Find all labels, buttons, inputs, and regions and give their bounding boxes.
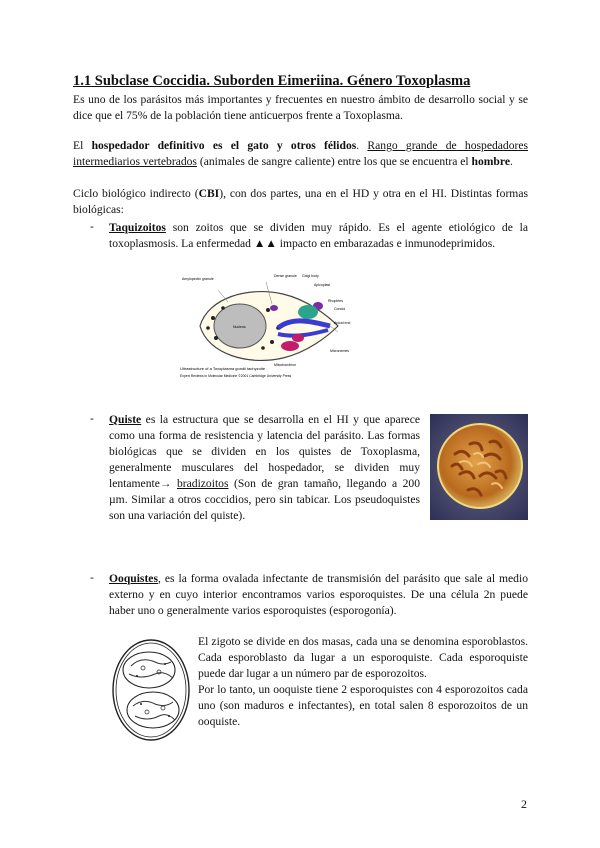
figure-label: Mitochondrion: [274, 363, 296, 367]
list-item-quiste: Quiste es la estructura que se desarrolla en el HI y que aparece como una forma de resistencia y latencia del parásito. Las formas biológicas que se dividen en los quistes de Toxoplasma, generalmente musculares del hospedador, se dividen muy lentamente→ bradizoitos (Son de gran tamaño, llegando a 200 µm. Similar a otros coccidios, pero sin tabicar. Los pseudoquistes son una variación del quiste).: [109, 413, 420, 522]
list-item-taquizoitos: Taquizoitos son zoitos que se dividen muy rápido. Es el agente etiológico de la toxoplasmosis. La enfermedad ▲▲ impacto en embarazadas e inmunodeprimidos.: [109, 221, 528, 250]
term-ooquistes: Ooquistes: [109, 572, 158, 585]
figure-label: Dense granule: [274, 274, 297, 278]
figure-label: Amylopectin granule: [182, 277, 214, 281]
zigoto-paragraph: El zigoto se divide en dos masas, cada una se denomina esporoblastos. Cada esporoblasto da lugar a un esporoquiste. Cada esporoquiste puede dar lugar a un número par de esporozoitos.: [198, 635, 528, 680]
figure-label: Nucleus: [233, 325, 246, 329]
term-quiste: Quiste: [109, 413, 142, 426]
list-dash: -: [90, 220, 94, 233]
page-number: 2: [521, 797, 527, 811]
intro-paragraph: Es uno de los parásitos más importantes y frecuentes en nuestro ámbito de desarrollo social y se dice que el 75% de la población tiene anticuerpos frente a Toxoplasma.: [73, 93, 528, 122]
host-range-underlined: Rango grande de hospedadores intermediarios vertebrados: [73, 139, 529, 168]
list-dash: -: [90, 412, 94, 425]
list-dash: -: [90, 571, 94, 584]
conclusion-paragraph: Por lo tanto, un ooquiste tiene 2 esporoquistes con 4 esporozoitos cada uno (son maduros e infectantes), en total salen 8 esporozoitos de un ooquiste.: [198, 683, 528, 728]
host-paragraph: El hospedador definitivo es el gato y otros félidos. Rango grande de hospedadores intermediarios vertebrados (animales de sangre caliente) entre los que se encuentra el hombre.: [73, 139, 529, 168]
term-taquizoitos: Taquizoitos: [109, 221, 166, 234]
cycle-paragraph: Ciclo biológico indirecto (CBI), con dos partes, una en el HD y otra en el HI. Distintas formas biológicas:: [73, 187, 528, 216]
figure-caption: Ultrastructure of a Toxoplasma gondii tachyzoite: [180, 366, 266, 371]
host-definitive-bold: hospedador definitivo es el gato y otros félidos: [91, 139, 357, 152]
figure-label: Rhoptries: [328, 299, 343, 303]
tachyzoite-diagram-figure: [178, 268, 351, 380]
list-item-ooquistes: Ooquistes, es la forma ovalada infectante de transmisión del parásito que sale al medio externo y en cuyo interior encontramos varios esporoquistes. De una célula 2n puede haber uno o generalmente varios esporoquistes (esporogonía).: [109, 572, 528, 617]
figure-label: Micronemes: [330, 349, 350, 353]
figure-label: Apicoplast: [314, 283, 331, 287]
figure-label: Golgi body: [302, 274, 319, 278]
oocyst-drawing: [107, 636, 195, 744]
figure-credit: Expert Reviews in Molecular Medicine ©2001 Cambridge University Press: [180, 374, 292, 378]
tissue-cyst-micrograph: [430, 414, 528, 520]
figure-label: Conoid: [334, 307, 346, 311]
term-bradizoitos: bradizoitos: [176, 477, 229, 490]
host-human-bold: hombre: [471, 155, 510, 168]
figure-label: Apical end: [334, 321, 351, 325]
section-heading: 1.1 Subclase Coccidia. Suborden Eimeriina. Género Toxoplasma: [73, 73, 471, 89]
